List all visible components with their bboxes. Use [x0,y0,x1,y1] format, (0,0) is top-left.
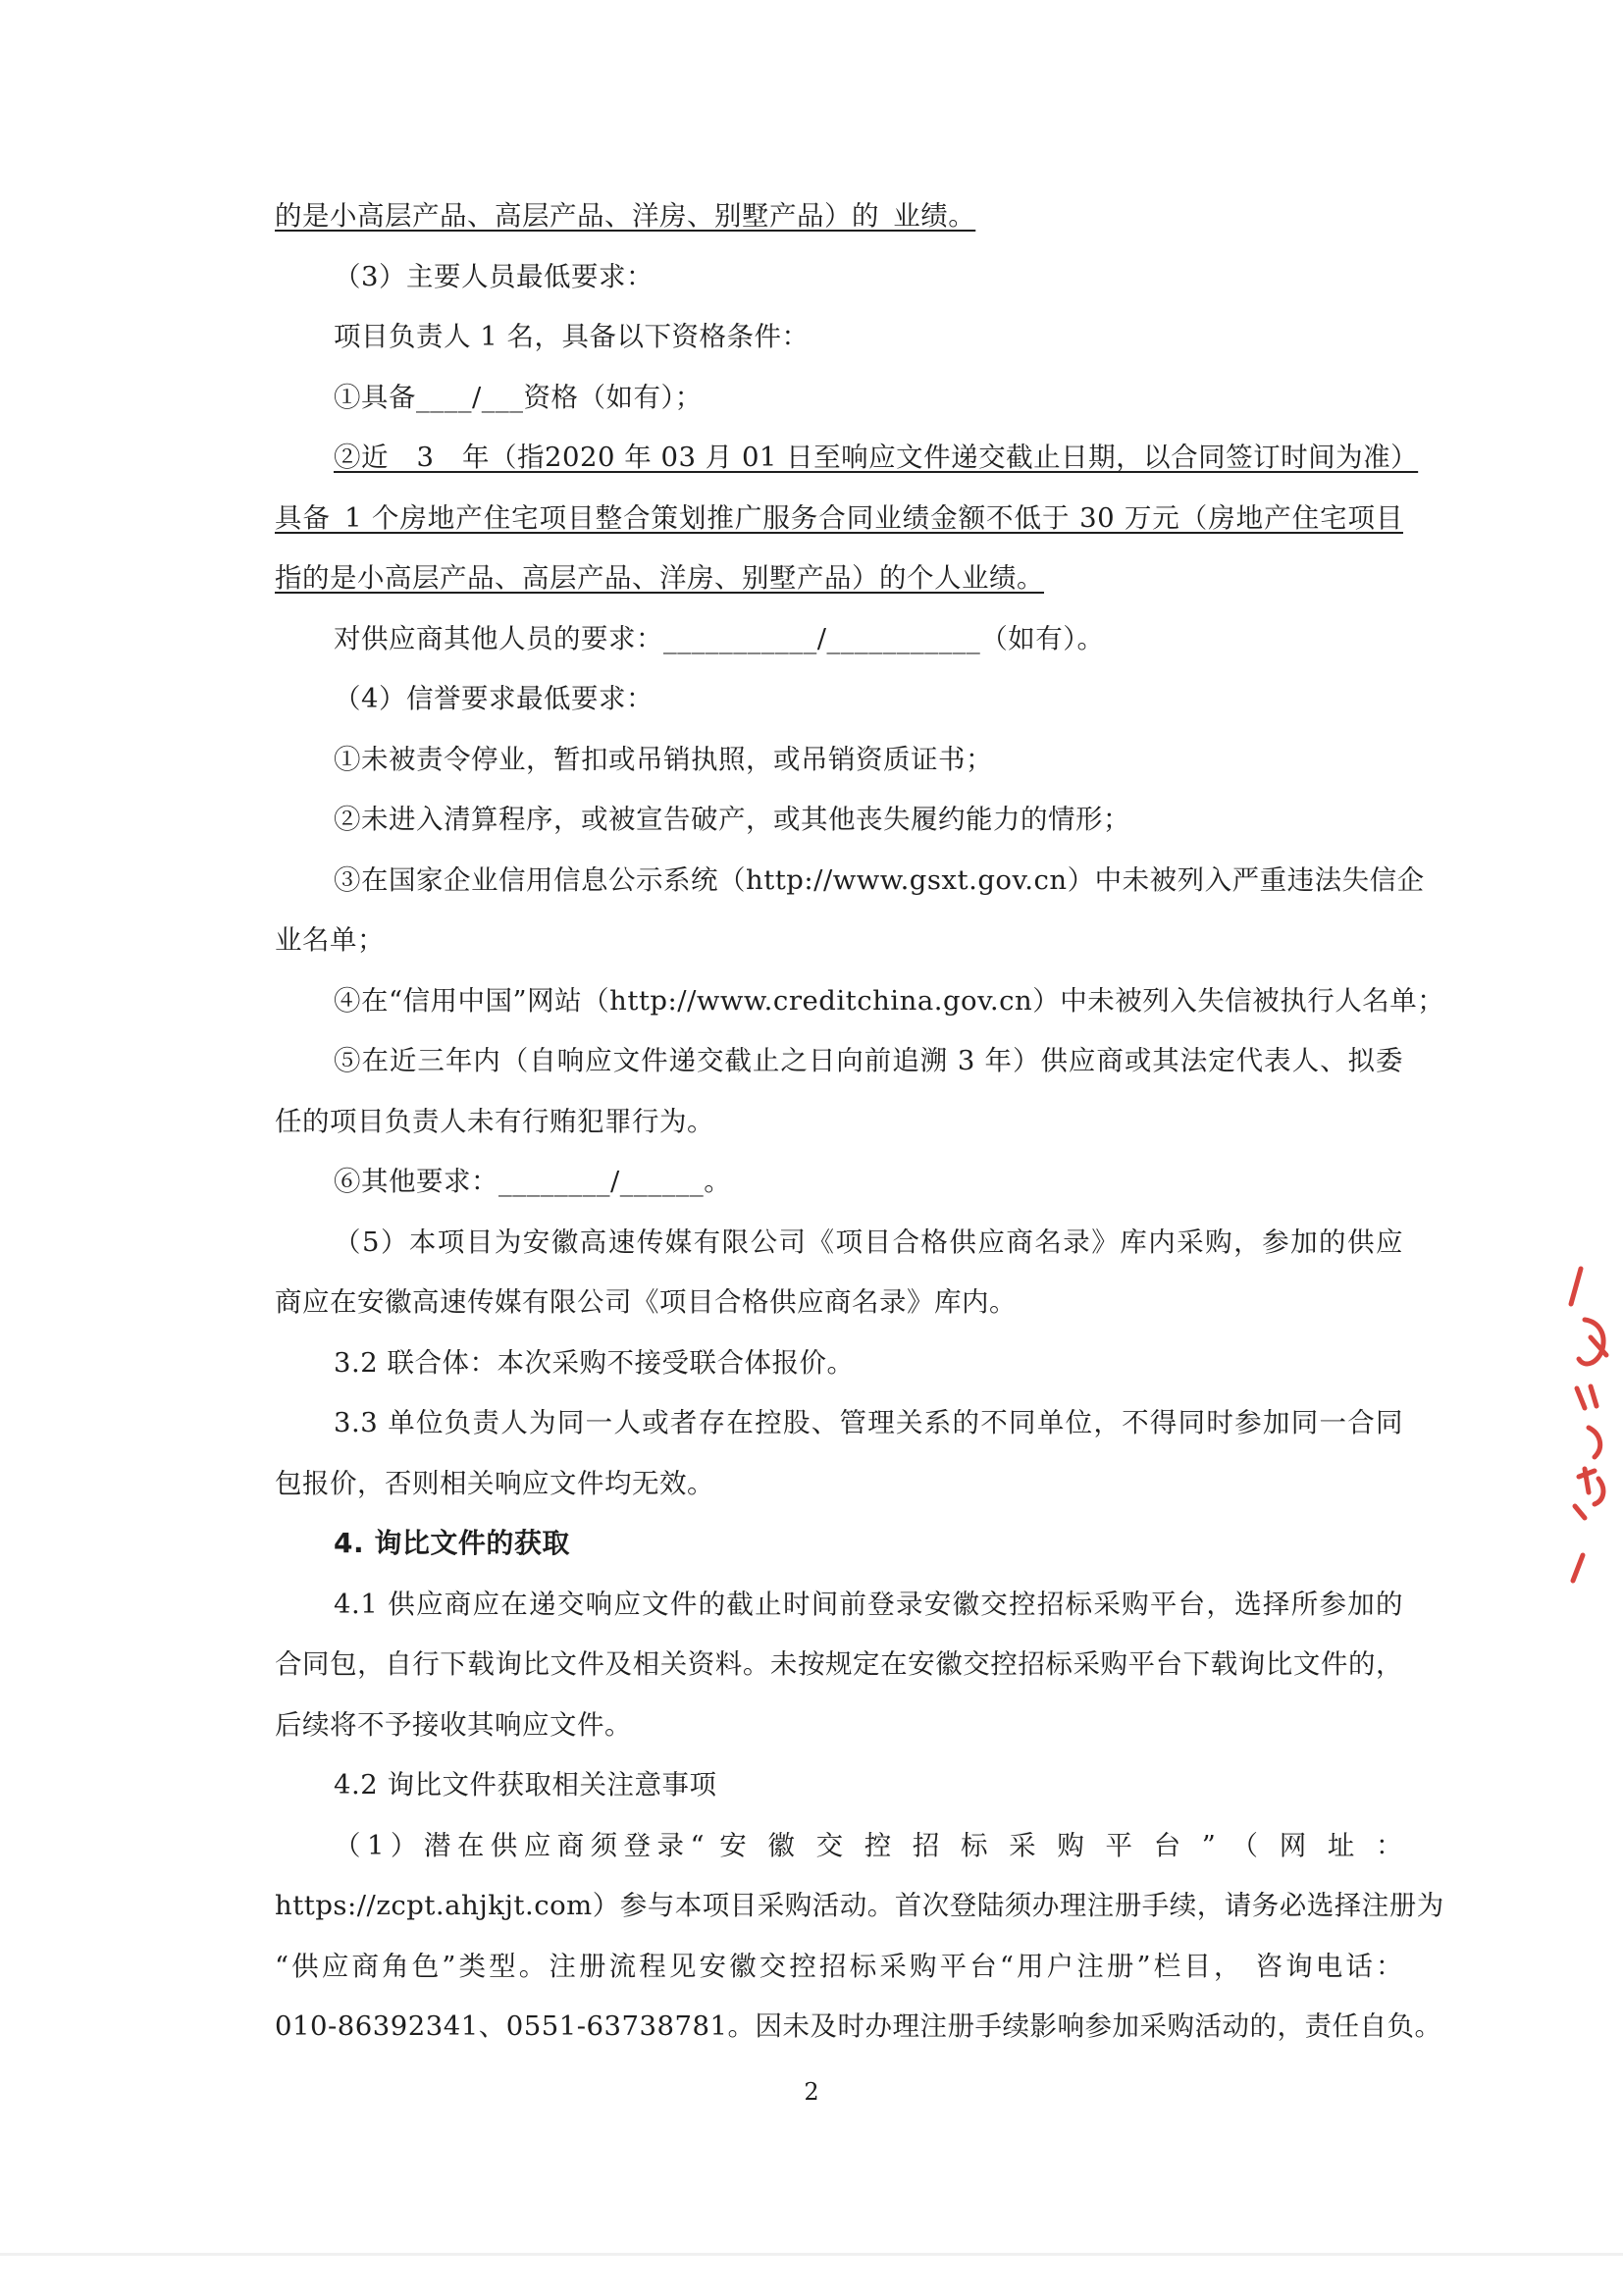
paragraph-line: ⑤在近三年内（自响应文件递交截止之日向前追溯 3 年）供应商或其法定代表人、拟委 [334,1045,1403,1076]
paragraph-line: 的是小高层产品、高层产品、洋房、别墅产品）的_业绩。 [275,200,976,232]
paragraph-line: 商应在安徽高速传媒有限公司《项目合格供应商名录》库内。 [275,1286,1017,1318]
paragraph-line: 包报价，否则相关响应文件均无效。 [275,1468,714,1499]
paragraph-line: 4.1 供应商应在递交响应文件的截止时间前登录安徽交控招标采购平台，选择所参加的 [334,1589,1403,1620]
paragraph-line: （4）信誉要求最低要求： [334,683,654,714]
paragraph-line: ⑥其他要求：________/______。 [334,1166,732,1197]
paragraph-line: 项目负责人 1 名，具备以下资格条件： [334,321,810,352]
paragraph-line: 3.3 单位负责人为同一人或者存在控股、管理关系的不同单位，不得同时参加同一合同 [334,1407,1403,1438]
paragraph-line: 4.2 询比文件获取相关注意事项 [334,1769,717,1800]
paragraph-line: 对供应商其他人员的要求：___________/___________（如有）。 [334,623,1105,654]
paragraph-line: 任的项目负责人未有行贿犯罪行为。 [275,1106,714,1137]
paragraph-line: ②近__3__年（指2020 年 03 月 01 日至响应文件递交截止日期，以合同签订时间为准） [334,442,1419,473]
paragraph-line: 合同包，自行下载询比文件及相关资料。未按规定在安徽交控招标采购平台下载询比文件的， [275,1648,1403,1680]
paragraph-line: ④在“信用中国”网站（http://www.creditchina.gov.cn）中未被列入失信被执行人名单； [334,985,1445,1017]
paragraph-line: 后续将不予接收其响应文件。 [275,1709,632,1741]
paragraph-line: ②未进入清算程序，或被宣告破产，或其他丧失履约能力的情形； [334,804,1130,835]
paragraph-line: “供应商角色”类型。注册流程见安徽交控招标采购平台“用户注册”栏目， 咨询电话： [275,1951,1403,1982]
paragraph-line: 具备_1 个房地产住宅项目整合策划推广服务合同业绩金额不低于 30 万元（房地产住宅项目 [275,502,1403,534]
page-number: 2 [804,2078,819,2106]
paragraph-line: https://zcpt.ahjkjt.com）参与本项目采购活动。首次登陆须办理注册手续，请务必选择注册为 [275,1890,1444,1921]
paragraph-line: ③在国家企业信用信息公示系统（http://www.gsxt.gov.cn）中未被列入严重违法失信企 [334,864,1425,896]
paragraph-line: 指的是小高层产品、高层产品、洋房、别墅产品）的个人业绩。 [275,562,1044,594]
paragraph-line: （3）主要人员最低要求： [334,261,654,292]
section-heading: 4. 询比文件的获取 [334,1527,570,1559]
paragraph-line: 010-86392341、0551-63738781。因未及时办理注册手续影响参加采购活动的，责任自负。 [275,2010,1442,2042]
paragraph-line: 3.2 联合体：本次采购不接受联合体报价。 [334,1347,855,1379]
paragraph-line: （1）潜在供应商须登录“ 安 徽 交 控 招 标 采 购 平 台 ” （ 网 址 ： [334,1830,1403,1861]
paragraph-line: 业名单； [275,924,385,956]
paragraph-line: （5）本项目为安徽高速传媒有限公司《项目合格供应商名录》库内采购，参加的供应 [334,1226,1403,1258]
paragraph-line: ①未被责令停业，暂扣或吊销执照，或吊销资质证书； [334,744,993,775]
scan-edge [0,2253,1623,2256]
paragraph-line: ①具备____/___资格（如有）； [334,382,703,413]
seal-stamp-icon [1555,1261,1614,1585]
